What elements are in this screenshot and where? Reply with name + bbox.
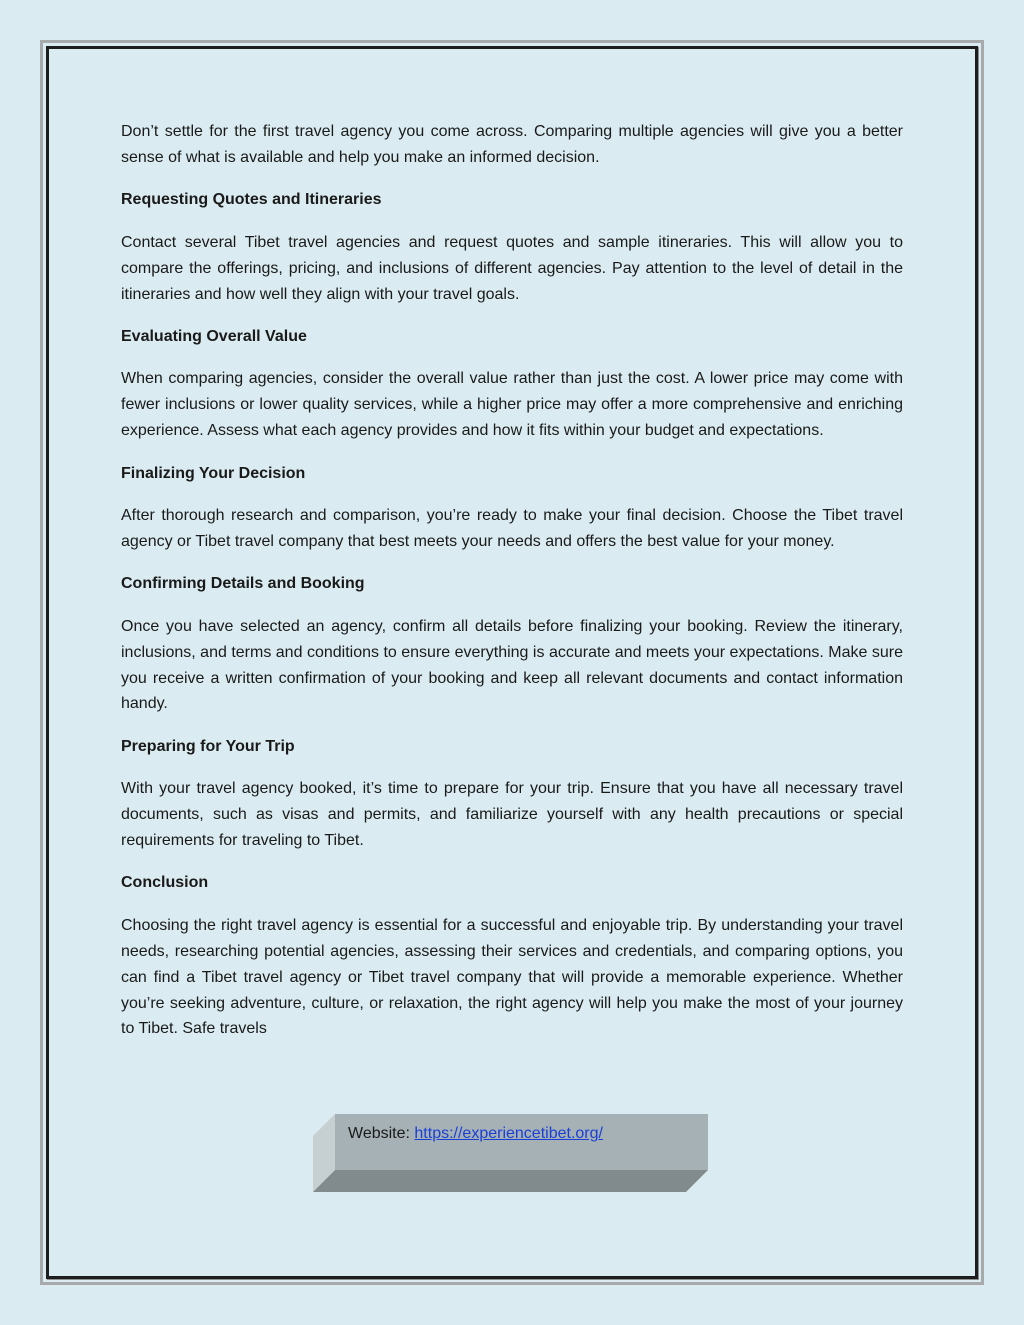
quotes-paragraph: Contact several Tibet travel agencies and request quotes and sample itineraries. This will allow you to compare the offerings, pricing, and inclusions of different agencies. Pay attention to the level of detail in the itineraries and how well they align with your travel goals. [121, 233, 903, 303]
trip-paragraph: With your travel agency booked, it’s time to prepare for your trip. Ensure that you have all necessary travel documents, such as visas and permits, and familiarize yourself with any health precautions or special requirements for traveling to Tibet. [121, 780, 903, 850]
booking-heading: Confirming Details and Booking [121, 575, 365, 593]
booking-paragraph: Once you have selected an agency, confirm all details before finalizing your booking. Review the itinerary, inclusions, and terms and conditions to ensure everything is accurate and meets your expectations. Make sure you receive a written confirmation of your booking and keep all relevant documents and contact information handy. [121, 617, 903, 713]
decision-paragraph: After thorough research and comparison, you’re ready to make your final decision. Choose the Tibet travel agency or Tibet travel company that best meets your needs and offers the best value for your money. [121, 506, 903, 550]
website-callout-box [313, 1114, 709, 1194]
intro-paragraph: Don’t settle for the first travel agency you come across. Comparing multiple agencies will give you a better sense of what is available and help you make an informed decision. [121, 123, 903, 166]
conclusion-paragraph: Choosing the right travel agency is essential for a successful and enjoyable trip. By understanding your travel needs, researching potential agencies, assessing their services and credentials, and comparing options, you can find a Tibet travel agency or Tibet travel company that will provide a memorable experience. Whether you’re seeking adventure, culture, or relaxation, the right agency will help you make the most of your journey to Tibet. Safe travels [121, 916, 903, 1038]
website-line [348, 1122, 603, 1146]
trip-heading: Preparing for Your Trip [121, 737, 295, 755]
value-heading: Evaluating Overall Value [121, 327, 307, 345]
website-link[interactable]: https://experiencetibet.org/ [414, 1125, 603, 1142]
conclusion-heading: Conclusion [121, 874, 209, 892]
website-label: Website: [348, 1125, 415, 1142]
quotes-heading: Requesting Quotes and Itineraries [121, 191, 382, 209]
document-body [121, 119, 903, 1059]
value-paragraph: When comparing agencies, consider the overall value rather than just the cost. A lower price may come with fewer inclusions or lower quality services, while a higher price may offer a more comprehensive and enriching experience. Assess what each agency provides and how it fits within your budget and expectations. [121, 370, 903, 440]
decision-heading: Finalizing Your Decision [121, 464, 306, 482]
